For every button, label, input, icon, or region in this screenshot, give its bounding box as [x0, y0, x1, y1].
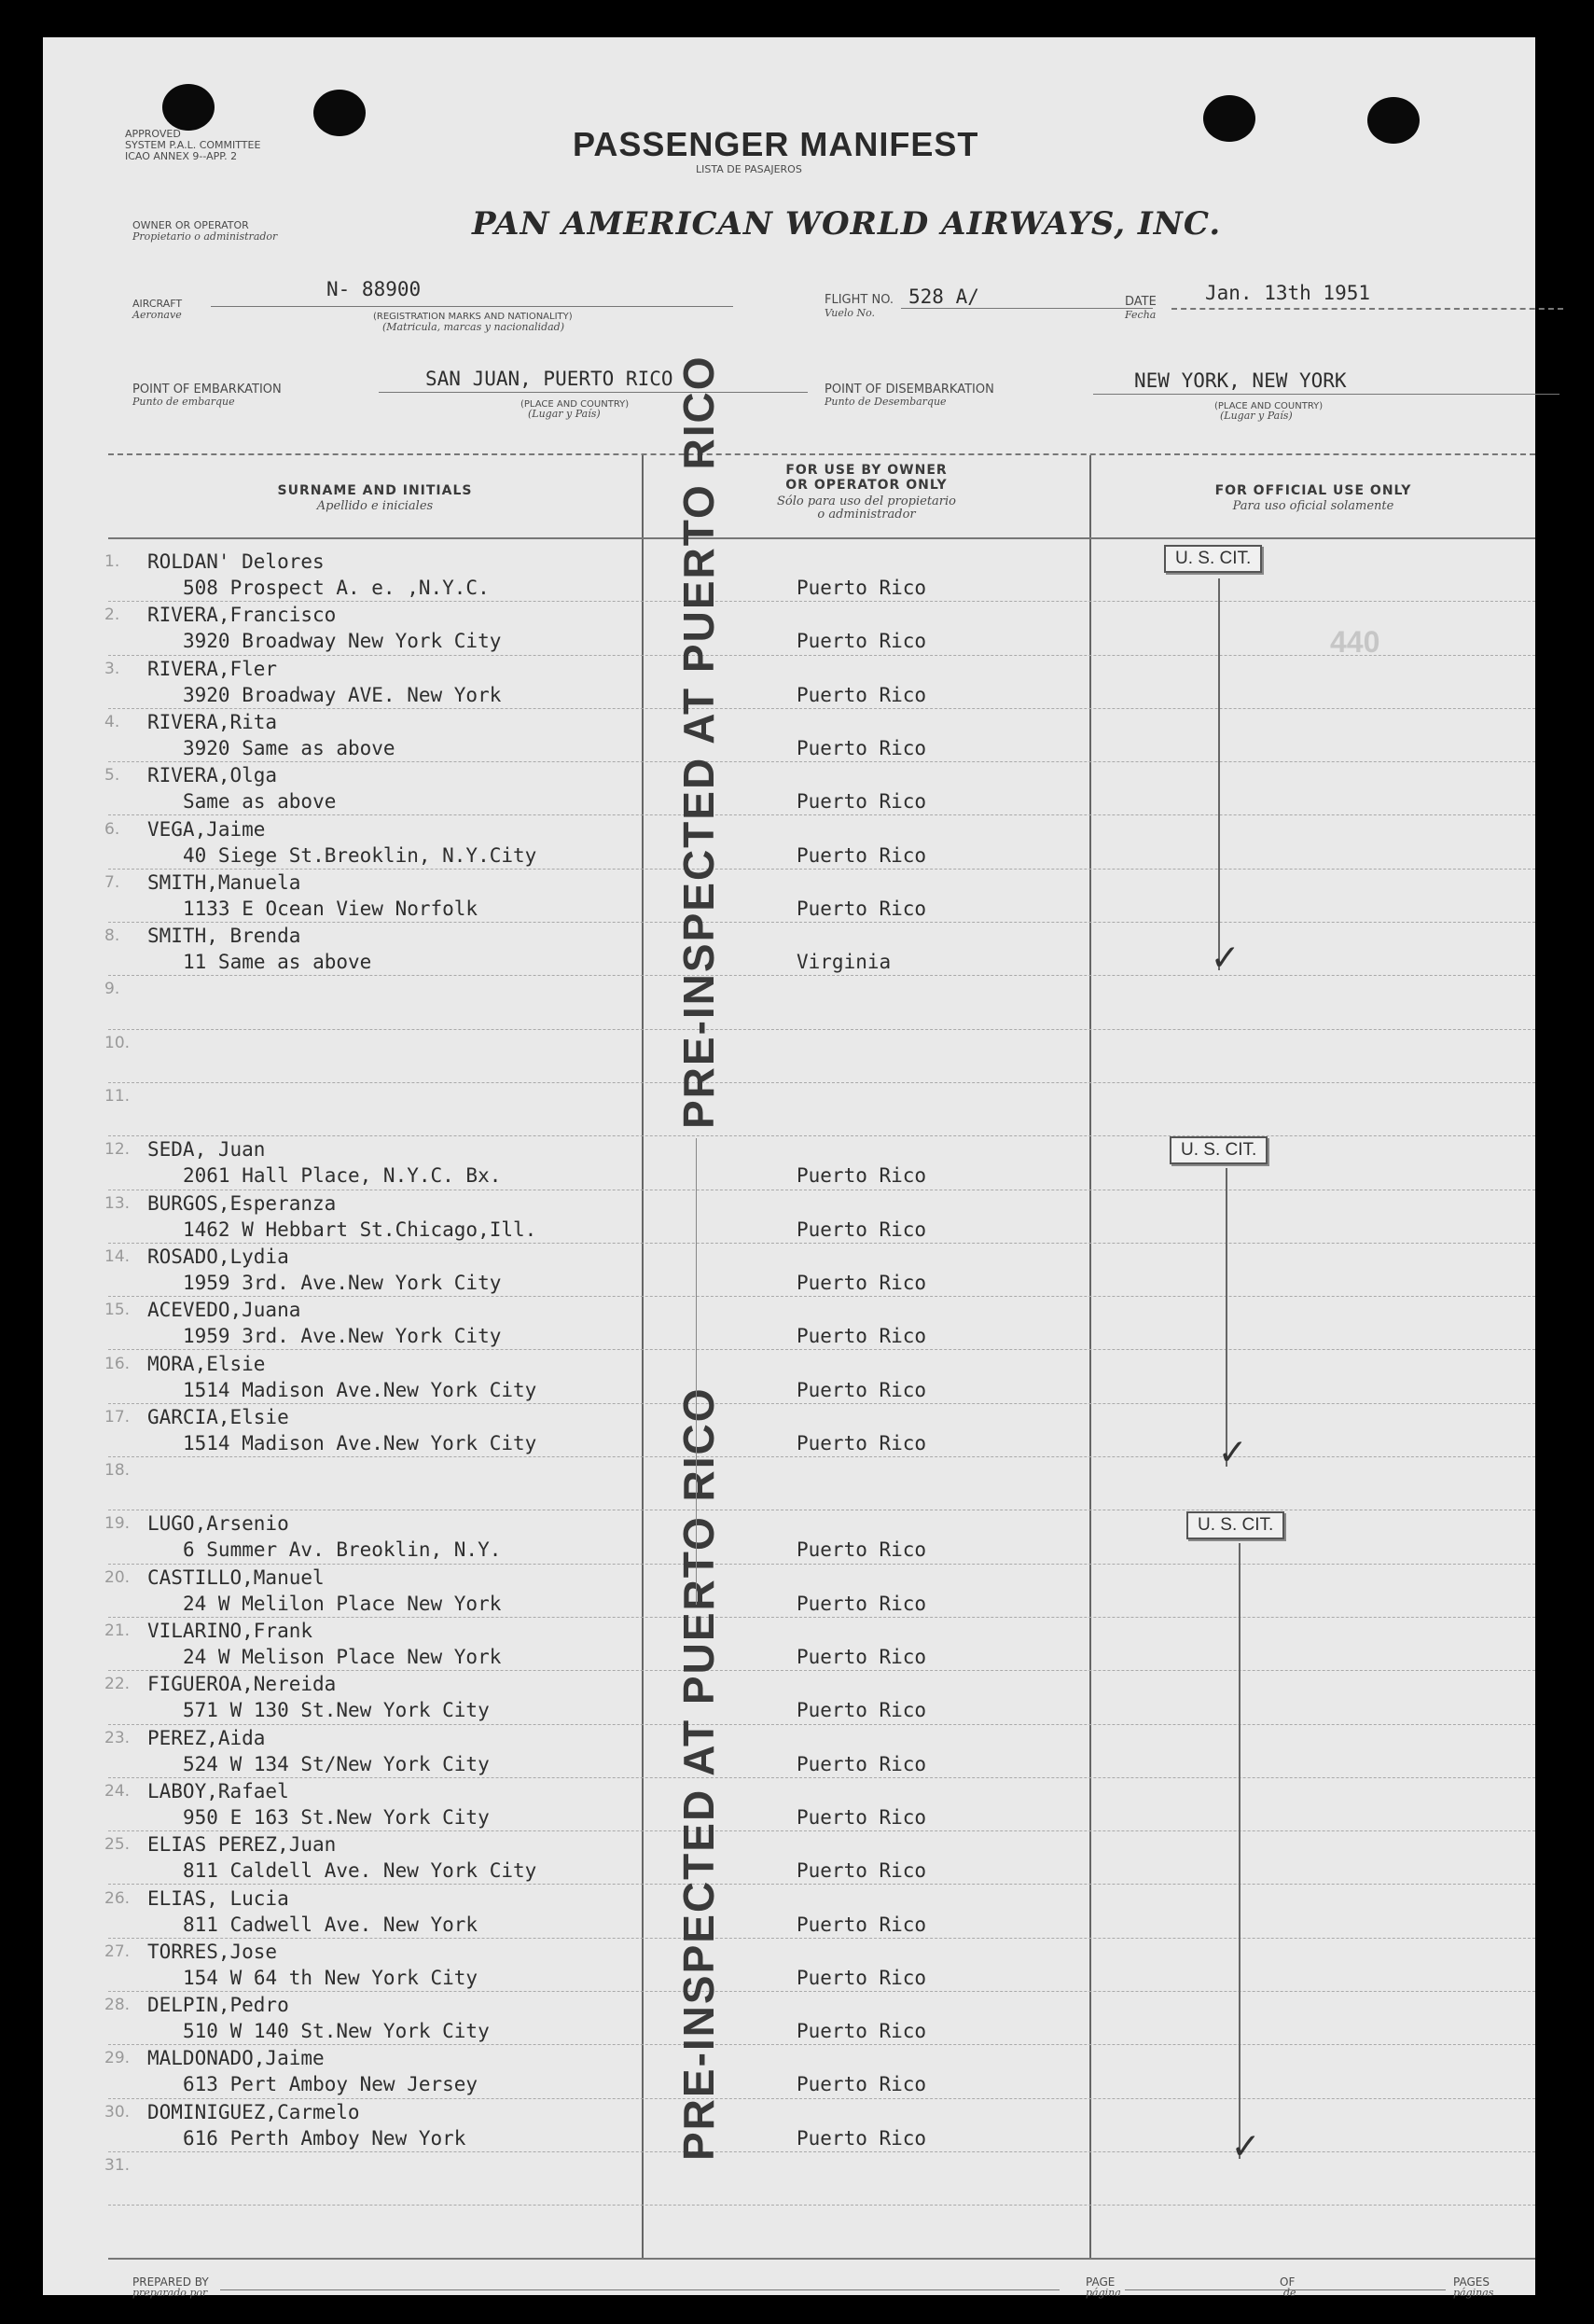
passenger-origin: Puerto Rico [797, 1859, 927, 1883]
passenger-origin: Puerto Rico [797, 897, 927, 920]
passenger-address: 3920 Broadway New York City [183, 630, 502, 653]
passenger-origin: Puerto Rico [797, 2020, 927, 2043]
passenger-address: 2061 Hall Place, N.Y.C. Bx. [183, 1164, 502, 1188]
pages-label-es: páginas [1453, 2287, 1494, 2299]
col-surname-sub: Apellido e iniciales [316, 499, 434, 513]
page-label-es: página [1086, 2287, 1121, 2299]
row-number: 30. [104, 2102, 131, 2122]
pre-inspected-stamp: PRE-INSPECTED AT PUERTO RICO [674, 1386, 723, 2161]
embark-place-label: (PLACE AND COUNTRY) [520, 399, 630, 410]
operator-name: PAN AMERICAN WORLD AIRWAYS, INC. [472, 205, 1222, 243]
passenger-name: SMITH,Manuela [147, 870, 301, 894]
table-row [43, 1725, 1535, 1778]
table-row [43, 1671, 1535, 1724]
table-row [43, 602, 1535, 655]
passenger-origin: Puerto Rico [797, 1218, 927, 1241]
passenger-origin: Puerto Rico [797, 1325, 927, 1348]
passenger-name: LUGO,Arsenio [147, 1512, 289, 1536]
pages-label: PAGES [1453, 2275, 1490, 2289]
table-row [43, 549, 1535, 602]
check-mark: ✓ [1213, 933, 1238, 981]
passenger-address: 1133 E Ocean View Norfolk [183, 897, 478, 920]
passenger-origin: Puerto Rico [797, 1164, 927, 1188]
check-mark: ✓ [1220, 1427, 1245, 1475]
table-row [43, 1831, 1535, 1885]
row-number: 3. [104, 659, 120, 678]
table-row [43, 1136, 1535, 1190]
passenger-name: ELIAS PEREZ,Juan [147, 1833, 337, 1857]
prepared-by-label: PREPARED BY [132, 2275, 209, 2289]
row-number: 2. [104, 605, 120, 625]
passenger-address: 11 Same as above [183, 951, 372, 974]
passenger-origin: Puerto Rico [797, 843, 927, 867]
of-label-es: de [1283, 2287, 1296, 2299]
punch-hole [313, 90, 366, 136]
passenger-origin: Puerto Rico [797, 1271, 927, 1294]
col-operator-sub-2: o administrador [817, 508, 916, 522]
passenger-address: 1514 Madison Ave.New York City [183, 1431, 537, 1454]
col-operator-sub-1: Sólo para uso del propietario [776, 494, 957, 508]
passenger-address: 571 W 130 St.New York City [183, 1699, 490, 1722]
passenger-name: ROLDAN' Delores [147, 550, 325, 573]
table-row [43, 1510, 1535, 1564]
passenger-origin: Virginia [797, 951, 892, 974]
page-title: PASSENGER MANIFEST [573, 125, 979, 163]
passenger-name: DELPIN,Pedro [147, 1994, 289, 2017]
page-label: PAGE [1086, 2275, 1116, 2289]
passenger-origin: Puerto Rico [797, 1699, 927, 1722]
passenger-address: 524 W 134 St/New York City [183, 1752, 490, 1775]
passenger-address: 1959 3rd. Ave.New York City [183, 1325, 502, 1348]
passenger-origin: Puerto Rico [797, 1913, 927, 1936]
punch-hole [1203, 95, 1255, 142]
passenger-name: RIVERA,Rita [147, 710, 278, 733]
registration-label-es: (Matricula, marcas y nacionalidad) [382, 321, 564, 333]
row-number: 31. [104, 2156, 131, 2175]
passenger-address: 40 Siege St.Breoklin, N.Y.City [183, 843, 537, 867]
col-official-sub: Para uso oficial solamente [1232, 499, 1394, 513]
punch-hole [162, 84, 215, 131]
passenger-address: 24 W Melison Place New York [183, 1646, 502, 1668]
table-row [43, 709, 1535, 762]
table-row [43, 1351, 1535, 1404]
row-number: 26. [104, 1888, 131, 1908]
passenger-origin: Puerto Rico [797, 683, 927, 706]
col-surname-header: SURNAME AND INITIALS [277, 483, 473, 498]
passenger-origin: Puerto Rico [797, 1431, 927, 1454]
passenger-address: 510 W 140 St.New York City [183, 2020, 490, 2043]
passenger-name: VEGA,Jaime [147, 817, 266, 841]
of-label: OF [1280, 2275, 1296, 2289]
passenger-origin: Puerto Rico [797, 2126, 927, 2150]
embark-place-label-es: (Lugar y País) [528, 408, 601, 420]
row-number: 8. [104, 926, 120, 946]
registration-label: (REGISTRATION MARKS AND NATIONALITY) [373, 312, 573, 322]
table-row [43, 1404, 1535, 1457]
row-number: 19. [104, 1514, 131, 1534]
row-number: 12. [104, 1140, 131, 1160]
row-number: 7. [104, 872, 120, 892]
row-number: 10. [104, 1033, 131, 1052]
table-row [43, 976, 1535, 1029]
table-row [43, 1457, 1535, 1510]
passenger-address: 24 W Melilon Place New York [183, 1592, 502, 1615]
passenger-origin: Puerto Rico [797, 736, 927, 759]
owner-label-es: Propietario o administrador [132, 230, 278, 243]
table-row [43, 656, 1535, 709]
passenger-address: 811 Cadwell Ave. New York [183, 1913, 478, 1936]
table-row [43, 2152, 1535, 2206]
passenger-name: DOMINIGUEZ,Carmelo [147, 2100, 360, 2123]
passenger-address: Same as above [183, 790, 337, 814]
passenger-name: VILARINO,Frank [147, 1620, 313, 1642]
passenger-origin: Puerto Rico [797, 1378, 927, 1401]
disembark-value: NEW YORK, NEW YORK [1134, 369, 1347, 392]
owner-label: OWNER OR OPERATOR [132, 219, 249, 231]
row-number: 4. [104, 712, 120, 731]
table-row [43, 1778, 1535, 1831]
passenger-name: PEREZ,Aida [147, 1726, 266, 1749]
table-row [43, 2045, 1535, 2098]
row-number: 15. [104, 1301, 131, 1320]
embark-label-es: Punto de embarque [132, 396, 235, 408]
us-citizen-stamp: U. S. CIT. [1170, 1136, 1268, 1164]
flight-label: FLIGHT NO. [825, 293, 894, 307]
passenger-name: RIVERA,Olga [147, 764, 278, 787]
passenger-name: RIVERA,Francisco [147, 604, 337, 627]
row-divider [108, 2205, 1535, 2206]
passenger-name: RIVERA,Fler [147, 657, 278, 680]
embark-value: SAN JUAN, PUERTO RICO [425, 368, 673, 390]
row-number: 27. [104, 1941, 131, 1961]
passenger-name: ROSADO,Lydia [147, 1245, 289, 1268]
table-row [43, 816, 1535, 870]
approval-note: APPROVED SYSTEM P.A.L. COMMITTEE ICAO ANNEX 9--APP. 2 [125, 128, 261, 162]
table-row [43, 762, 1535, 815]
passenger-address: 1462 W Hebbart St.Chicago,Ill. [183, 1218, 537, 1241]
passenger-name: ACEVEDO,Juana [147, 1299, 301, 1322]
passenger-origin: Puerto Rico [797, 630, 927, 653]
passenger-name: FIGUEROA,Nereida [147, 1673, 337, 1696]
passenger-name: MORA,Elsie [147, 1352, 266, 1375]
disembark-label-es: Punto de Desembarque [825, 396, 947, 408]
passenger-origin: Puerto Rico [797, 790, 927, 814]
faint-number: 440 [1330, 625, 1380, 659]
row-number: 16. [104, 1354, 131, 1373]
aircraft-label: AIRCRAFT [132, 298, 183, 310]
passenger-name: BURGOS,Esperanza [147, 1191, 337, 1215]
table-row [43, 1618, 1535, 1671]
aircraft-label-es: Aeronave [132, 309, 182, 321]
prepared-by-label-es: preparado por [132, 2287, 208, 2299]
passenger-address: 3920 Same as above [183, 736, 395, 759]
date-label-es: Fecha [1125, 309, 1157, 321]
passenger-name: TORRES,Jose [147, 1940, 278, 1963]
row-number: 11. [104, 1087, 131, 1106]
embark-label: POINT OF EMBARKATION [132, 383, 282, 397]
table-row [43, 1190, 1535, 1244]
row-number: 17. [104, 1407, 131, 1426]
passenger-origin: Puerto Rico [797, 577, 927, 599]
passenger-address: 811 Caldell Ave. New York City [183, 1859, 537, 1883]
passenger-address: 6 Summer Av. Breoklin, N.Y. [183, 1538, 502, 1562]
passenger-address: 3920 Broadway AVE. New York [183, 683, 502, 706]
row-number: 29. [104, 2049, 131, 2068]
passenger-name: MALDONADO,Jaime [147, 2047, 325, 2070]
manifest-page [43, 37, 1535, 2299]
row-number: 18. [104, 1461, 131, 1481]
punch-hole [1367, 97, 1420, 144]
passenger-origin: Puerto Rico [797, 1966, 927, 1989]
passenger-origin: Puerto Rico [797, 2073, 927, 2096]
table-row [43, 1297, 1535, 1350]
passenger-address: 616 Perth Amboy New York [183, 2126, 466, 2150]
date-value: Jan. 13th 1951 [1205, 282, 1371, 304]
aircraft-value: N- 88900 [326, 278, 422, 300]
col-official-header: FOR OFFICIAL USE ONLY [1214, 483, 1412, 498]
check-mark: ✓ [1233, 2122, 1258, 2169]
row-number: 9. [104, 980, 120, 999]
col-operator-header-1: FOR USE BY OWNER [785, 463, 948, 478]
table-row [43, 1939, 1535, 1992]
table-row [43, 1992, 1535, 2045]
table-row [43, 1083, 1535, 1136]
table-row [43, 1030, 1535, 1083]
date-label: DATE [1125, 295, 1157, 309]
us-citizen-stamp: U. S. CIT. [1164, 545, 1262, 573]
flight-value: 528 A/ [908, 285, 979, 308]
passenger-name: GARCIA,Elsie [147, 1405, 289, 1428]
passenger-address: 154 W 64 th New York City [183, 1966, 478, 1989]
row-number: 1. [104, 552, 120, 571]
row-number: 22. [104, 1675, 131, 1694]
row-number: 6. [104, 819, 120, 839]
disembark-place-label: (PLACE AND COUNTRY) [1214, 401, 1324, 411]
passenger-origin: Puerto Rico [797, 1805, 927, 1829]
table-row [43, 2099, 1535, 2152]
table-row [43, 923, 1535, 976]
table-row [43, 1565, 1535, 1618]
table-row [43, 1244, 1535, 1297]
us-citizen-stamp: U. S. CIT. [1186, 1511, 1284, 1539]
passenger-name: SMITH, Brenda [147, 925, 301, 948]
row-number: 21. [104, 1621, 131, 1640]
row-number: 23. [104, 1728, 131, 1747]
table-row [43, 870, 1535, 923]
row-number: 20. [104, 1567, 131, 1587]
row-number: 5. [104, 766, 120, 786]
row-number: 13. [104, 1193, 131, 1213]
passenger-origin: Puerto Rico [797, 1538, 927, 1562]
passenger-origin: Puerto Rico [797, 1752, 927, 1775]
page-title-es: LISTA DE PASAJEROS [696, 163, 802, 175]
pre-inspected-stamp: PRE-INSPECTED AT PUERTO RICO [674, 355, 723, 1129]
passenger-name: ELIAS, Lucia [147, 1886, 289, 1910]
passenger-address: 613 Pert Amboy New Jersey [183, 2073, 478, 2096]
passenger-address: 950 E 163 St.New York City [183, 1805, 490, 1829]
col-operator-header-2: OR OPERATOR ONLY [785, 478, 948, 493]
passenger-name: CASTILLO,Manuel [147, 1566, 325, 1589]
disembark-place-label-es: (Lugar y País) [1220, 410, 1293, 422]
passenger-address: 508 Prospect A. e. ,N.Y.C. [183, 577, 490, 599]
passenger-origin: Puerto Rico [797, 1592, 927, 1615]
row-number: 25. [104, 1835, 131, 1855]
row-number: 24. [104, 1781, 131, 1801]
passenger-name: LABOY,Rafael [147, 1779, 289, 1802]
table-row [43, 1886, 1535, 1939]
passenger-name: SEDA, Juan [147, 1138, 266, 1162]
disembark-label: POINT OF DISEMBARKATION [825, 383, 994, 397]
row-number: 28. [104, 1996, 131, 2015]
passenger-address: 1959 3rd. Ave.New York City [183, 1271, 502, 1294]
row-number: 14. [104, 1246, 131, 1266]
flight-label-es: Vuelo No. [825, 307, 876, 319]
passenger-address: 1514 Madison Ave.New York City [183, 1378, 537, 1401]
passenger-origin: Puerto Rico [797, 1646, 927, 1668]
